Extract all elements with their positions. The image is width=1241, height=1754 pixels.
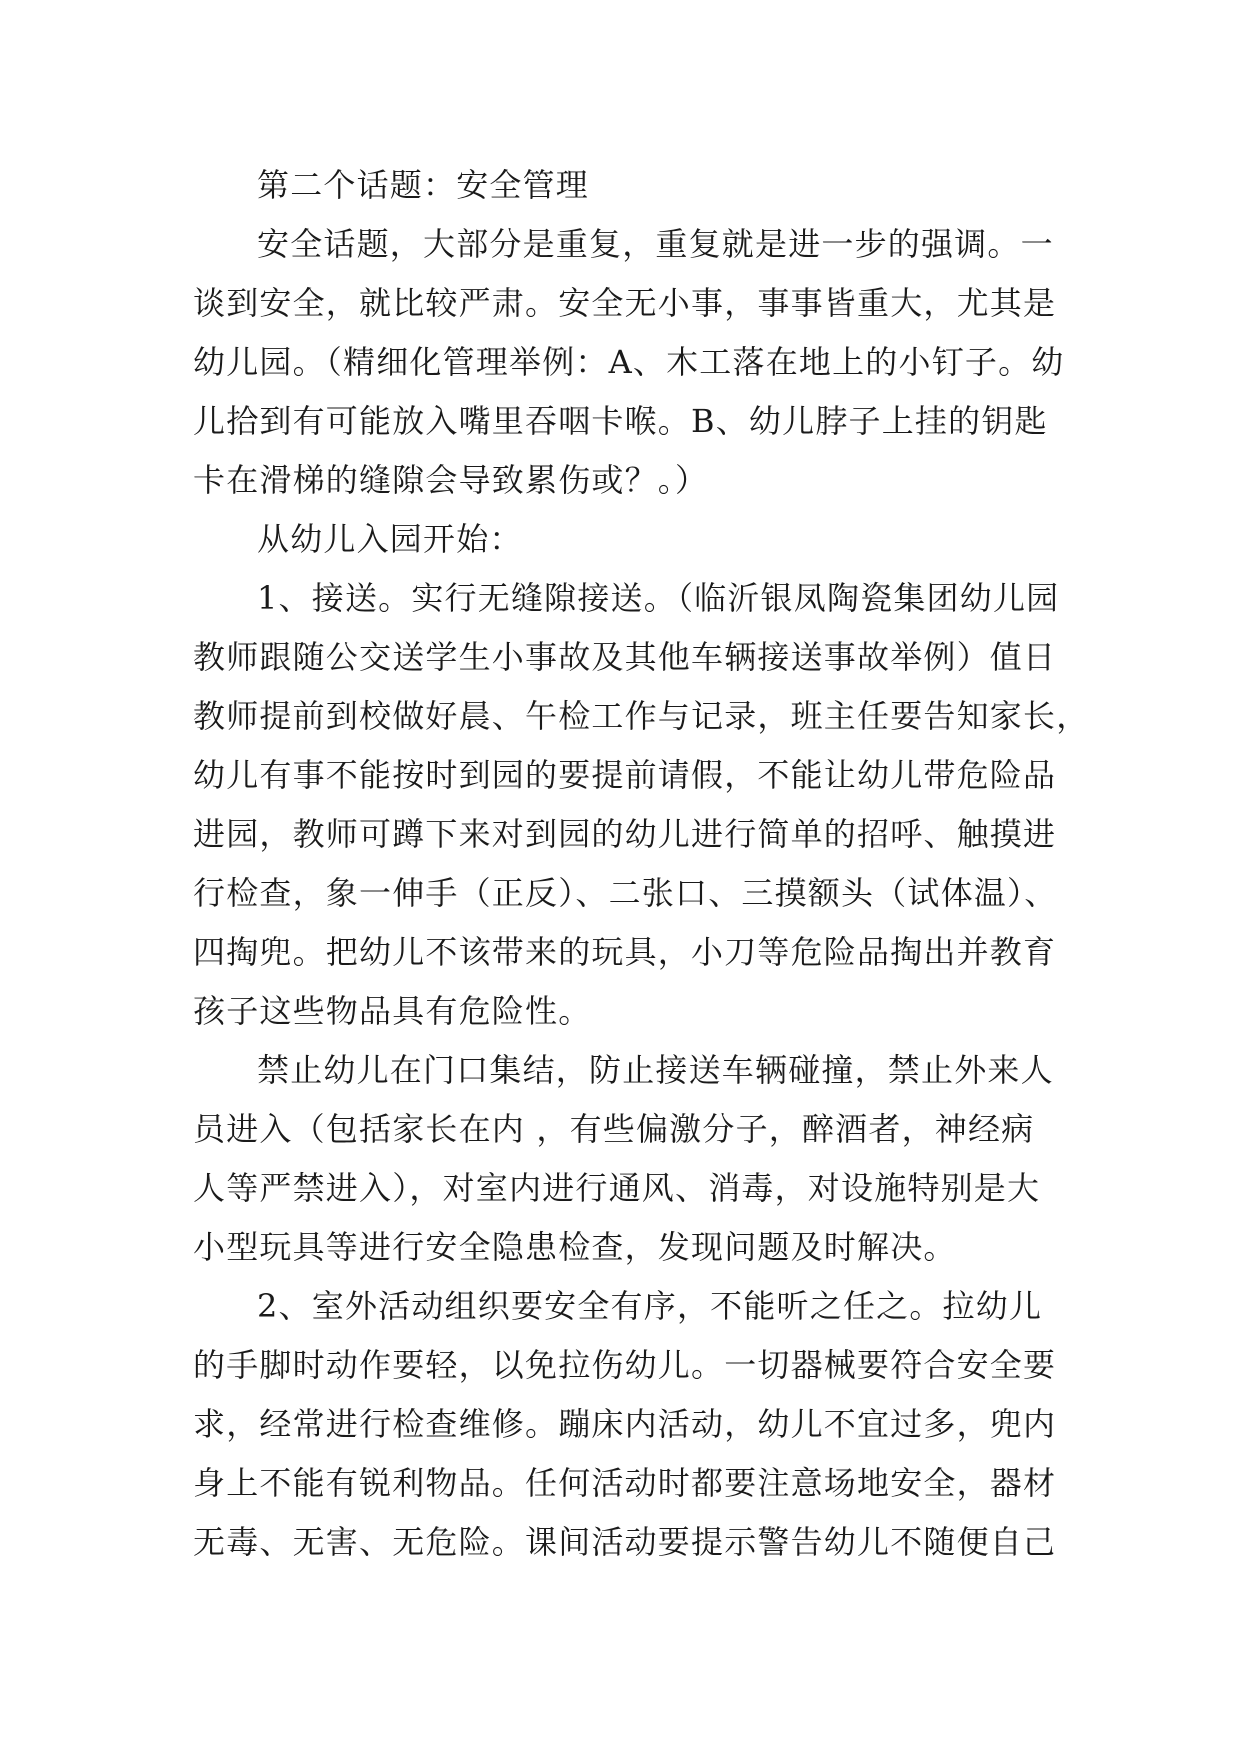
text-line: 教师跟随公交送学生小事故及其他车辆接送事故举例）值日 [193, 638, 1057, 676]
text-line: 员进入（包括家长在内 ，有些偏激分子，醉酒者，神经病 [193, 1110, 1035, 1148]
text-line: 四掏兜。把幼儿不该带来的玩具，小刀等危险品掏出并教育 [193, 933, 1057, 971]
text-line: 幼儿园。（精细化管理举例：A、木工落在地上的小钉子。幼 [193, 343, 1065, 381]
text-line: 行检查，象一伸手（正反）、二张口、三摸额头（试体温）、 [193, 874, 1058, 912]
text-line: 教师提前到校做好晨、午检工作与记录，班主任要告知家长， [193, 697, 1090, 735]
text-line: 从幼儿入园开始： [257, 520, 523, 558]
text-line: 人等严禁进入），对室内进行通风、消毒，对设施特别是大 [193, 1169, 1041, 1207]
document-body [193, 156, 1090, 1572]
text-line: 的手脚时动作要轻，以免拉伤幼儿。一切器械要符合安全要 [193, 1346, 1057, 1384]
text-line: 1、接送。实行无缝隙接送。（临沂银凤陶瓷集团幼儿园 [257, 579, 1060, 617]
text-line: 第二个话题：安全管理 [257, 166, 590, 204]
text-line: 孩子这些物品具有危险性。 [193, 992, 592, 1030]
text-line: 安全话题，大部分是重复，重复就是进一步的强调。一 [257, 225, 1054, 263]
text-line: 儿拾到有可能放入嘴里吞咽卡喉。B、幼儿脖子上挂的钥匙 [193, 402, 1048, 440]
text-line: 2、室外活动组织要安全有序，不能听之任之。拉幼儿 [257, 1287, 1043, 1325]
text-line: 幼儿有事不能按时到园的要提前请假，不能让幼儿带危险品 [193, 756, 1057, 794]
text-line: 进园，教师可蹲下来对到园的幼儿进行简单的招呼、触摸进 [193, 815, 1057, 853]
text-line: 谈到安全，就比较严肃。安全无小事，事事皆重大，尤其是 [193, 284, 1057, 322]
text-line: 禁止幼儿在门口集结，防止接送车辆碰撞，禁止外来人 [257, 1051, 1054, 1089]
text-line: 小型玩具等进行安全隐患检查，发现问题及时解决。 [193, 1228, 957, 1266]
text-line: 求，经常进行检查维修。蹦床内活动，幼儿不宜过多，兜内 [193, 1405, 1057, 1443]
text-line: 身上不能有锐利物品。任何活动时都要注意场地安全，器材 [193, 1464, 1057, 1502]
text-line: 卡在滑梯的缝隙会导致累伤或？。） [193, 461, 709, 499]
text-line: 无毒、无害、无危险。课间活动要提示警告幼儿不随便自己 [193, 1523, 1057, 1561]
